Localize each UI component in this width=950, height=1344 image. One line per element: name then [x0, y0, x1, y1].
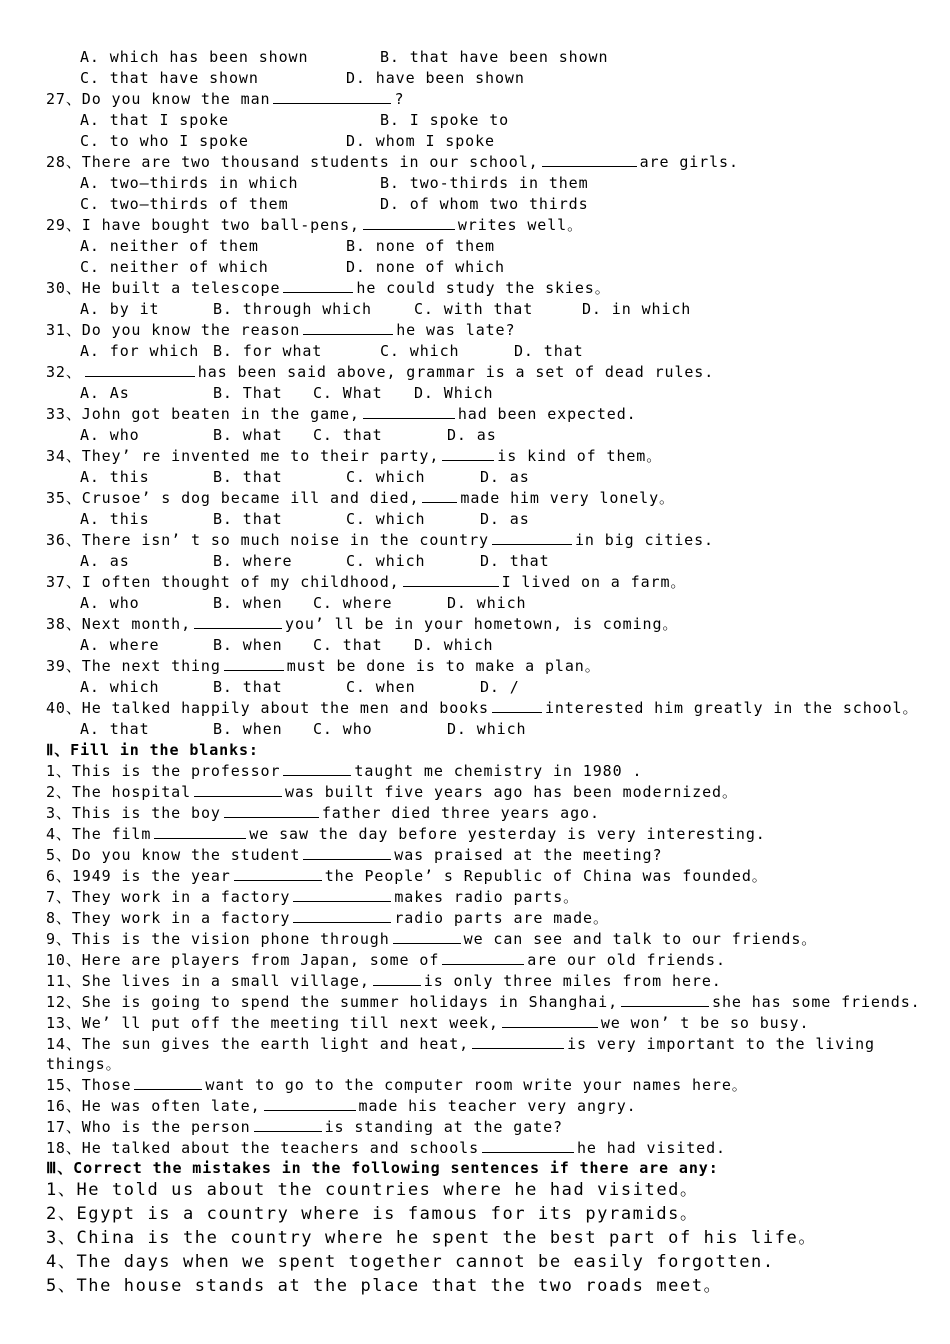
- answer-blank[interactable]: [422, 488, 457, 503]
- answer-blank[interactable]: [194, 614, 282, 629]
- options-row: [0, 194, 950, 214]
- answer-blank[interactable]: [363, 404, 455, 419]
- item-number: 5、: [46, 846, 72, 864]
- item-number: 10、: [46, 951, 82, 969]
- answer-option[interactable]: C. that: [313, 426, 383, 444]
- answer-option[interactable]: A. neither of them: [80, 237, 259, 255]
- question-number: 40、: [46, 699, 82, 717]
- item-number: 2、: [46, 783, 72, 801]
- item-text: The film: [71, 825, 152, 843]
- answer-option[interactable]: D. which: [414, 636, 494, 654]
- options-row: [0, 299, 950, 319]
- question-text-after: I lived on a farm。: [501, 573, 687, 591]
- item-text: We’ ll put off the meeting till next week,: [81, 1014, 499, 1032]
- answer-option[interactable]: B. when: [213, 720, 283, 738]
- item-number: 2、: [46, 1204, 77, 1224]
- fill-item-7: [46, 887, 579, 907]
- item-text: Egypt is a country where is famous for its pyramids。: [76, 1204, 699, 1224]
- question-28: [46, 152, 739, 172]
- item-number: 8、: [46, 909, 72, 927]
- question-number: 28、: [46, 153, 82, 171]
- fill-item-13: [46, 1013, 809, 1033]
- item-text: This is the vision phone through: [71, 930, 390, 948]
- answer-option[interactable]: D. as: [480, 510, 530, 528]
- item-text: This is the boy: [71, 804, 221, 822]
- options-row: [0, 341, 950, 361]
- item-text-after: want to go to the computer room write your names here。: [205, 1076, 748, 1094]
- answer-option[interactable]: B. That: [213, 384, 283, 402]
- section-heading: [46, 740, 259, 760]
- answer-option[interactable]: A. which has been shown: [80, 48, 309, 66]
- item-text-after: is very important to the living: [567, 1035, 875, 1053]
- item-text: Who is the person: [81, 1118, 251, 1136]
- question-text: They’ re invented me to their party,: [81, 447, 440, 465]
- question-number: 30、: [46, 279, 82, 297]
- answer-option[interactable]: B. when: [213, 636, 283, 654]
- question-31: [46, 320, 515, 340]
- options-row: [0, 551, 950, 571]
- options-row: [0, 593, 950, 613]
- answer-option[interactable]: D. which: [447, 594, 527, 612]
- item-text: She lives in a small village,: [81, 972, 370, 990]
- question-text-after: he could study the skies。: [356, 279, 611, 297]
- options-row: [0, 110, 950, 130]
- answer-option[interactable]: D. have been shown: [346, 69, 525, 87]
- question-number: 34、: [46, 447, 82, 465]
- answer-blank[interactable]: [492, 530, 572, 545]
- answer-blank[interactable]: [224, 656, 284, 671]
- answer-option[interactable]: B. where: [213, 552, 293, 570]
- answer-option[interactable]: C. with that: [414, 300, 534, 318]
- options-row: [0, 257, 950, 277]
- question-text: There isn’ t so much noise in the country: [81, 531, 489, 549]
- question-text-after: you’ ll be in your hometown, is coming。: [285, 615, 679, 633]
- question-text: John got beaten in the game,: [81, 405, 360, 423]
- question-text-after: ?: [394, 90, 405, 108]
- answer-option[interactable]: A. this: [80, 510, 150, 528]
- options-row: [0, 677, 950, 697]
- item-number: 18、: [46, 1139, 82, 1157]
- answer-option[interactable]: C. What: [313, 384, 383, 402]
- question-text: Crusoe’ s dog became ill and died,: [81, 489, 420, 507]
- answer-blank[interactable]: [502, 1013, 598, 1028]
- item-text: The hospital: [71, 783, 192, 801]
- question-text-after: in big cities.: [574, 531, 714, 549]
- answer-blank[interactable]: [303, 845, 391, 860]
- answer-option[interactable]: C. which: [346, 552, 426, 570]
- item-text-after: we can see and talk to our friends。: [463, 930, 818, 948]
- fill-item-16: [46, 1096, 637, 1116]
- question-number: 36、: [46, 531, 82, 549]
- correct-item-4: [46, 1251, 775, 1274]
- item-text: The days when we spent together cannot be easily forgotten.: [76, 1252, 775, 1272]
- fill-item-15: [46, 1075, 748, 1095]
- answer-blank[interactable]: [234, 866, 322, 881]
- item-text: 1949 is the year: [71, 867, 231, 885]
- answer-option[interactable]: C. where: [313, 594, 393, 612]
- answer-option[interactable]: B. none of them: [346, 237, 495, 255]
- item-text: Do you know the student: [71, 846, 301, 864]
- item-text: They work in a factory: [71, 888, 291, 906]
- item-text-after: is standing at the gate?: [324, 1118, 563, 1136]
- answer-option[interactable]: D. that: [514, 342, 584, 360]
- answer-blank[interactable]: [134, 1075, 202, 1090]
- item-number: 15、: [46, 1076, 82, 1094]
- item-number: 16、: [46, 1097, 82, 1115]
- item-number: 17、: [46, 1118, 82, 1136]
- question-number: 39、: [46, 657, 82, 675]
- question-text-after: writes well。: [457, 216, 583, 234]
- answer-option[interactable]: B. what: [213, 426, 283, 444]
- answer-option[interactable]: A. this: [80, 468, 150, 486]
- question-text: I often thought of my childhood,: [81, 573, 400, 591]
- fill-item-continuation: [46, 1054, 122, 1074]
- answer-option[interactable]: C. that have shown: [80, 69, 259, 87]
- answer-option[interactable]: B. that have been shown: [380, 48, 609, 66]
- question-number: 29、: [46, 216, 82, 234]
- answer-option[interactable]: D. whom I spoke: [346, 132, 495, 150]
- answer-option[interactable]: C. neither of which: [80, 258, 269, 276]
- question-number: 38、: [46, 615, 82, 633]
- answer-option[interactable]: C. which: [346, 468, 426, 486]
- item-number: 6、: [46, 867, 72, 885]
- fill-item-18: [46, 1138, 726, 1158]
- question-37: [46, 572, 686, 592]
- answer-option[interactable]: D. none of which: [346, 258, 505, 276]
- item-text: He told us about the countries where he had visited。: [76, 1180, 699, 1200]
- item-text-after: was praised at the meeting?: [394, 846, 663, 864]
- options-row: [0, 173, 950, 193]
- answer-option[interactable]: C. to who I spoke: [80, 132, 249, 150]
- answer-blank[interactable]: [403, 572, 499, 587]
- answer-blank[interactable]: [273, 89, 391, 104]
- answer-option[interactable]: A. as: [80, 552, 130, 570]
- question-text: Next month,: [81, 615, 192, 633]
- answer-option[interactable]: B. two-thirds in them: [380, 174, 589, 192]
- question-text-after: had been expected.: [457, 405, 637, 423]
- item-text-after: radio parts are made。: [394, 909, 609, 927]
- options-row: [0, 68, 950, 88]
- item-number: 3、: [46, 804, 72, 822]
- answer-blank[interactable]: [442, 950, 524, 965]
- fill-item-12: [46, 992, 921, 1012]
- item-text: She is going to spend the summer holidays in Shanghai,: [81, 993, 619, 1011]
- answer-option[interactable]: C. which: [380, 342, 460, 360]
- answer-blank[interactable]: [363, 215, 455, 230]
- section-heading-text: Ⅲ、Correct the mistakes in the following sentences if there are any:: [46, 1159, 719, 1177]
- item-text-after: are our old friends.: [527, 951, 726, 969]
- answer-option[interactable]: D. /: [480, 678, 520, 696]
- question-text: Do you know the reason: [81, 321, 301, 339]
- answer-option[interactable]: A. for which: [80, 342, 200, 360]
- question-40: [46, 698, 918, 718]
- answer-blank[interactable]: [293, 908, 391, 923]
- answer-option[interactable]: C. who: [313, 720, 373, 738]
- item-text: This is the professor: [71, 762, 281, 780]
- answer-option[interactable]: A. who: [80, 594, 140, 612]
- item-text-after: we won’ t be so busy.: [600, 1014, 810, 1032]
- item-text-after: we saw the day before yesterday is very interesting.: [249, 825, 766, 843]
- correct-item-3: [46, 1227, 817, 1250]
- answer-option[interactable]: A. where: [80, 636, 160, 654]
- question-33: [46, 404, 637, 424]
- item-text-after: father died three years ago.: [321, 804, 600, 822]
- answer-option[interactable]: D. that: [480, 552, 550, 570]
- answer-blank[interactable]: [254, 1117, 322, 1132]
- answer-blank[interactable]: [492, 698, 542, 713]
- item-number: 5、: [46, 1276, 77, 1296]
- answer-option[interactable]: D. of whom two thirds: [380, 195, 589, 213]
- question-text-after: are girls.: [639, 153, 739, 171]
- item-text-after: is only three miles from here.: [423, 972, 722, 990]
- fill-item-3: [46, 803, 600, 823]
- fill-item-14: [46, 1034, 875, 1054]
- answer-option[interactable]: B. I spoke to: [380, 111, 510, 129]
- fill-item-11: [46, 971, 722, 991]
- answer-option[interactable]: B. that: [213, 510, 283, 528]
- question-text-after: must be done is to make a plan。: [286, 657, 601, 675]
- question-number: 37、: [46, 573, 82, 591]
- question-number: 31、: [46, 321, 82, 339]
- options-row: [0, 236, 950, 256]
- question-39: [46, 656, 601, 676]
- item-number: 12、: [46, 993, 82, 1011]
- options-row: [0, 635, 950, 655]
- fill-item-17: [46, 1117, 563, 1137]
- answer-blank[interactable]: [85, 362, 195, 377]
- item-number: 3、: [46, 1228, 77, 1248]
- options-row: [0, 719, 950, 739]
- correct-item-5: [46, 1275, 722, 1298]
- item-number: 9、: [46, 930, 72, 948]
- question-text: He built a telescope: [81, 279, 281, 297]
- answer-option[interactable]: C. that: [313, 636, 383, 654]
- fill-item-8: [46, 908, 609, 928]
- question-text: There are two thousand students in our school,: [81, 153, 539, 171]
- question-35: [46, 488, 675, 508]
- answer-option[interactable]: C. two—thirds of them: [80, 195, 289, 213]
- item-text: Those: [81, 1076, 132, 1094]
- answer-option[interactable]: B. when: [213, 594, 283, 612]
- answer-blank[interactable]: [154, 824, 246, 839]
- item-text: Here are players from Japan, some of: [81, 951, 440, 969]
- item-text-after: made his teacher very angry.: [358, 1097, 637, 1115]
- item-text: China is the country where he spent the best part of his life。: [76, 1228, 817, 1248]
- answer-option[interactable]: C. when: [346, 678, 416, 696]
- answer-option[interactable]: D. Which: [414, 384, 494, 402]
- item-text: He was often late,: [81, 1097, 261, 1115]
- answer-blank[interactable]: [303, 320, 393, 335]
- question-text-after: he was late?: [396, 321, 516, 339]
- question-32: [46, 362, 714, 382]
- answer-option[interactable]: A. which: [80, 678, 160, 696]
- answer-option[interactable]: B. through which: [213, 300, 372, 318]
- fill-item-6: [46, 866, 768, 886]
- answer-option[interactable]: D. which: [447, 720, 527, 738]
- answer-option[interactable]: A. who: [80, 426, 140, 444]
- question-text-after: made him very lonely。: [460, 489, 675, 507]
- question-number: 35、: [46, 489, 82, 507]
- answer-blank[interactable]: [482, 1138, 574, 1153]
- answer-blank[interactable]: [224, 803, 319, 818]
- answer-option[interactable]: D. in which: [582, 300, 692, 318]
- answer-blank[interactable]: [283, 278, 353, 293]
- question-text: The next thing: [81, 657, 221, 675]
- question-34: [46, 446, 662, 466]
- item-text: The house stands at the place that the two roads meet。: [76, 1276, 723, 1296]
- item-number: 14、: [46, 1035, 82, 1053]
- options-row: [0, 425, 950, 445]
- correct-item-2: [46, 1203, 699, 1226]
- question-text: He talked happily about the men and books: [81, 699, 489, 717]
- item-text-after: makes radio parts。: [394, 888, 580, 906]
- options-row: [0, 47, 950, 67]
- answer-blank[interactable]: [393, 929, 461, 944]
- fill-item-10: [46, 950, 726, 970]
- question-text-after: has been said above, grammar is a set of dead rules.: [197, 363, 715, 381]
- question-text: I have bought two ball-pens,: [81, 216, 360, 234]
- item-number: 4、: [46, 1252, 77, 1272]
- item-number: 11、: [46, 972, 82, 990]
- answer-blank[interactable]: [472, 1034, 564, 1049]
- item-number: 1、: [46, 762, 72, 780]
- options-row: [0, 509, 950, 529]
- item-text-continued: things。: [46, 1055, 122, 1073]
- correct-item-1: [46, 1179, 699, 1202]
- question-text: Do you know the man: [81, 90, 271, 108]
- answer-option[interactable]: A. that: [80, 720, 150, 738]
- item-text-after: taught me chemistry in 1980 .: [354, 762, 643, 780]
- question-38: [46, 614, 678, 634]
- question-number: 27、: [46, 90, 82, 108]
- item-text: They work in a factory: [71, 909, 291, 927]
- fill-item-1: [46, 761, 642, 781]
- item-text: He talked about the teachers and schools: [81, 1139, 479, 1157]
- answer-blank[interactable]: [264, 1096, 356, 1111]
- answer-option[interactable]: A. that I spoke: [80, 111, 229, 129]
- answer-option[interactable]: A. two—thirds in which: [80, 174, 299, 192]
- answer-blank[interactable]: [194, 782, 282, 797]
- fill-item-4: [46, 824, 766, 844]
- options-row: [0, 467, 950, 487]
- options-row: [0, 383, 950, 403]
- answer-option[interactable]: C. which: [346, 510, 426, 528]
- answer-option[interactable]: B. that: [213, 678, 283, 696]
- question-text-after: interested him greatly in the school。: [544, 699, 919, 717]
- answer-option[interactable]: A. As: [80, 384, 130, 402]
- item-text-after: she has some friends.: [712, 993, 921, 1011]
- question-29: [46, 215, 583, 235]
- item-number: 1、: [46, 1180, 77, 1200]
- question-36: [46, 530, 714, 550]
- question-30: [46, 278, 611, 298]
- answer-blank[interactable]: [293, 887, 391, 902]
- answer-option[interactable]: A. by it: [80, 300, 160, 318]
- item-text-after: was built five years ago has been modernized。: [285, 783, 738, 801]
- answer-option[interactable]: B. that: [213, 468, 283, 486]
- question-27: [46, 89, 404, 109]
- answer-blank[interactable]: [373, 971, 421, 986]
- answer-blank[interactable]: [621, 992, 709, 1007]
- answer-blank[interactable]: [283, 761, 351, 776]
- options-row: [0, 131, 950, 151]
- item-number: 13、: [46, 1014, 82, 1032]
- item-text-after: he had visited.: [577, 1139, 726, 1157]
- fill-item-5: [46, 845, 662, 865]
- answer-option[interactable]: D. as: [480, 468, 530, 486]
- item-number: 4、: [46, 825, 72, 843]
- item-number: 7、: [46, 888, 72, 906]
- answer-option[interactable]: B. for what: [213, 342, 323, 360]
- answer-option[interactable]: D. as: [447, 426, 497, 444]
- fill-item-2: [46, 782, 738, 802]
- section-heading-text: Ⅱ、Fill in the blanks:: [46, 741, 259, 759]
- section-heading: [46, 1158, 719, 1178]
- question-number: 32、: [46, 363, 82, 381]
- item-text: The sun gives the earth light and heat,: [81, 1035, 470, 1053]
- answer-blank[interactable]: [542, 152, 637, 167]
- question-number: 33、: [46, 405, 82, 423]
- fill-item-9: [46, 929, 817, 949]
- answer-blank[interactable]: [442, 446, 494, 461]
- question-text-after: is kind of them。: [497, 447, 663, 465]
- item-text-after: the People’ s Republic of China was founded。: [324, 867, 768, 885]
